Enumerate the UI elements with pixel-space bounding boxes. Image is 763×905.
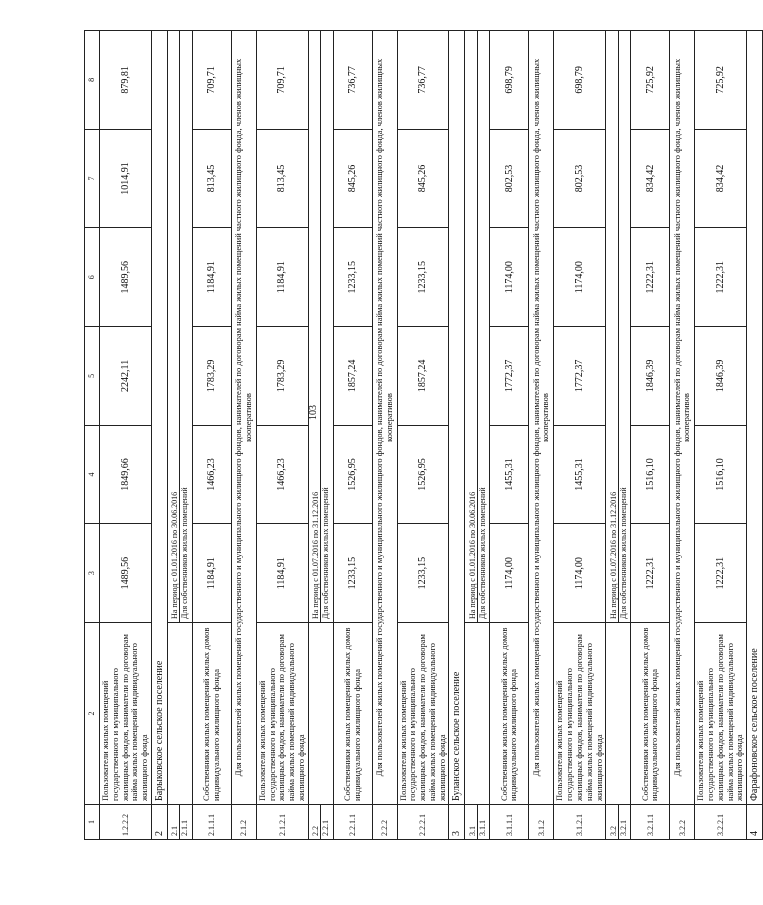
value-cell: 1222,31 (695, 524, 747, 623)
row-desc: Собственники жилых помещений жилых домов индивидуального жилищного фонда (192, 623, 231, 805)
header-cell: 3 (85, 524, 100, 623)
header-cell: 6 (85, 228, 100, 327)
row-code-pair (606, 805, 631, 840)
value-cell: 1846,39 (695, 327, 747, 426)
value-cell: 1466,23 (256, 425, 308, 524)
row-code: 3.2.2.1 (695, 805, 747, 840)
page-number: 103 (308, 405, 319, 420)
period-cell (465, 31, 490, 623)
row-code: 3.1.1 (477, 805, 487, 839)
section-title: Барыковское сельское поселение (151, 31, 167, 805)
header-cell: 4 (85, 425, 100, 524)
users-text: Для пользователей жилых помещений государственного и муниципального жилищного фондов, нанимателей по договорам найма жилых помещений частного жилищного фонда, членов жилищных кооперативов (231, 31, 256, 805)
value-cell: 1174,00 (490, 228, 529, 327)
table-row (333, 31, 372, 840)
header-cell: 7 (85, 129, 100, 228)
table-row (631, 31, 670, 840)
value-cell: 1846,39 (631, 327, 670, 426)
value-cell: 834,42 (631, 129, 670, 228)
section-title: Буланское сельское поселение (449, 31, 465, 805)
value-cell: 1772,37 (554, 327, 606, 426)
section-row (747, 31, 763, 840)
row-code: 2.2.1 (320, 805, 330, 839)
period-cell (308, 31, 333, 623)
value-cell: 1233,15 (397, 228, 449, 327)
users-row (231, 31, 256, 840)
empty-cell (465, 623, 490, 805)
period-row (308, 31, 333, 840)
value-cell: 1466,23 (192, 425, 231, 524)
row-desc: Пользователи жилых помещений государственного и муниципального жилищных фондов, наниматели по договорам найма жилых помещений индивидуального жилищного фонда (256, 623, 308, 805)
row-code: 2 (151, 805, 167, 840)
table-row (490, 31, 529, 840)
row-code: 2.1.1.1 (192, 805, 231, 840)
empty-cell (308, 623, 333, 805)
row-code: 2.1.2 (231, 805, 256, 840)
row-code: 3.1.2.1 (554, 805, 606, 840)
period-label: На период с 01.01.2016 по 30.06.2016 (170, 491, 180, 619)
value-cell: 736,77 (397, 31, 449, 130)
table-row (554, 31, 606, 840)
period-cell (606, 31, 631, 623)
value-cell: 1174,00 (554, 228, 606, 327)
table-row (695, 31, 747, 840)
value-cell: 1526,95 (397, 425, 449, 524)
header-cell: 8 (85, 31, 100, 130)
period-label: На период с 01.01.2016 по 30.06.2016 (467, 491, 477, 619)
row-code: 3.2.2 (670, 805, 695, 840)
empty-cell (167, 623, 192, 805)
value-cell: 802,53 (490, 129, 529, 228)
value-cell: 1783,29 (192, 327, 231, 426)
owners-label: Для собственников жилых помещений (179, 31, 189, 622)
value-cell: 1184,91 (192, 524, 231, 623)
row-desc: Собственники жилых помещений жилых домов индивидуального жилищного фонда (490, 623, 529, 805)
value-cell: 1222,31 (631, 524, 670, 623)
row-desc: Собственники жилых помещений жилых домов индивидуального жилищного фонда (333, 623, 372, 805)
value-cell: 1455,31 (554, 425, 606, 524)
row-desc: Пользователи жилых помещений государственного и муниципального жилищных фондов, наниматели по договорам найма жилых помещений индивидуального жилищного фонда (397, 623, 449, 805)
row-desc: Пользователи жилых помещений государственного и муниципального жилищных фондов, наниматели по договорам найма жилых помещений индивидуального жилищного фонда (100, 623, 152, 805)
value-cell: 1849,66 (100, 425, 152, 524)
owners-label: Для собственников жилых помещений (618, 31, 628, 622)
value-cell: 1174,00 (490, 524, 529, 623)
value-cell: 1184,91 (192, 228, 231, 327)
value-cell: 725,92 (695, 31, 747, 130)
row-code: 2.2.2.1 (397, 805, 449, 840)
period-label: На период с 01.07.2016 по 31.12.2016 (608, 491, 618, 619)
row-desc: Пользователи жилых помещений государственного и муниципального жилищных фондов, наниматели по договорам найма жилых помещений индивидуального жилищного фонда (554, 623, 606, 805)
section-row (151, 31, 167, 840)
section-row (449, 31, 465, 840)
row-code-pair (465, 805, 490, 840)
row-code: 2.1.2.1 (256, 805, 308, 840)
value-cell: 813,45 (192, 129, 231, 228)
header-row (85, 31, 100, 840)
users-text: Для пользователей жилых помещений государственного и муниципального жилищного фондов, нанимателей по договорам найма жилых помещений частного жилищного фонда, членов жилищных кооперативов (529, 31, 554, 805)
value-cell: 1174,00 (554, 524, 606, 623)
value-cell: 698,79 (490, 31, 529, 130)
row-desc: Собственники жилых помещений жилых домов индивидуального жилищного фонда (631, 623, 670, 805)
row-code: 2.2 (311, 826, 321, 836)
table-row (100, 31, 152, 840)
value-cell: 1526,95 (333, 425, 372, 524)
value-cell: 1455,31 (490, 425, 529, 524)
value-cell: 1222,31 (631, 228, 670, 327)
row-code: 2.1 (170, 826, 180, 836)
users-text: Для пользователей жилых помещений государственного и муниципального жилищного фондов, нанимателей по договорам найма жилых помещений частного жилищного фонда, членов жилищных кооперативов (670, 31, 695, 805)
row-code: 3.2.1 (618, 805, 628, 839)
value-cell: 1489,56 (100, 228, 152, 327)
value-cell: 1857,24 (333, 327, 372, 426)
header-cell: 1 (85, 805, 100, 840)
row-code: 4 (747, 805, 763, 840)
value-cell: 709,71 (256, 31, 308, 130)
value-cell: 813,45 (256, 129, 308, 228)
value-cell: 1233,15 (397, 524, 449, 623)
value-cell: 834,42 (695, 129, 747, 228)
row-code: 3.2.1.1 (631, 805, 670, 840)
value-cell: 1233,15 (333, 524, 372, 623)
value-cell: 845,26 (333, 129, 372, 228)
value-cell: 1233,15 (333, 228, 372, 327)
row-desc: Пользователи жилых помещений государственного и муниципального жилищных фондов, наниматели по договорам найма жилых помещений индивидуального жилищного фонда (695, 623, 747, 805)
period-row (465, 31, 490, 840)
owners-label: Для собственников жилых помещений (320, 31, 330, 622)
value-cell: 709,71 (192, 31, 231, 130)
row-code: 3.2 (608, 826, 618, 836)
users-row (670, 31, 695, 840)
period-cell (167, 31, 192, 623)
table-row (256, 31, 308, 840)
value-cell: 725,92 (631, 31, 670, 130)
row-code: 3 (449, 805, 465, 840)
value-cell: 802,53 (554, 129, 606, 228)
value-cell: 845,26 (397, 129, 449, 228)
value-cell: 698,79 (554, 31, 606, 130)
row-code-pair (167, 805, 192, 840)
users-row (372, 31, 397, 840)
value-cell: 1516,10 (695, 425, 747, 524)
value-cell: 1857,24 (397, 327, 449, 426)
value-cell: 1222,31 (695, 228, 747, 327)
period-label: На период с 01.07.2016 по 31.12.2016 (311, 491, 321, 619)
value-cell: 1772,37 (490, 327, 529, 426)
row-code-pair (308, 805, 333, 840)
value-cell: 879,81 (100, 31, 152, 130)
row-code: 2.2.2 (372, 805, 397, 840)
row-code: 3.1 (467, 826, 477, 836)
value-cell: 736,77 (333, 31, 372, 130)
row-code: 3.1.2 (529, 805, 554, 840)
header-cell: 5 (85, 327, 100, 426)
row-code: 3.1.1.1 (490, 805, 529, 840)
tariff-table (84, 30, 763, 840)
value-cell: 2242,11 (100, 327, 152, 426)
section-title: Фарафоновское сельское поселение (747, 31, 763, 805)
value-cell: 1489,56 (100, 524, 152, 623)
rotated-tariff-table (84, 30, 760, 840)
period-row (606, 31, 631, 840)
row-code: 2.2.1.1 (333, 805, 372, 840)
users-row (529, 31, 554, 840)
empty-cell (606, 623, 631, 805)
users-text: Для пользователей жилых помещений государственного и муниципального жилищного фондов, нанимателей по договорам найма жилых помещений частного жилищного фонда, членов жилищных кооперативов (372, 31, 397, 805)
value-cell: 1184,91 (256, 524, 308, 623)
value-cell: 1184,91 (256, 228, 308, 327)
value-cell: 1516,10 (631, 425, 670, 524)
owners-label: Для собственников жилых помещений (477, 31, 487, 622)
value-cell: 1783,29 (256, 327, 308, 426)
table-row (397, 31, 449, 840)
table-row (192, 31, 231, 840)
period-row (167, 31, 192, 840)
row-code: 2.1.1 (179, 805, 189, 839)
value-cell: 1014,91 (100, 129, 152, 228)
header-cell: 2 (85, 623, 100, 805)
row-code: 1.2.2.2 (100, 805, 152, 840)
